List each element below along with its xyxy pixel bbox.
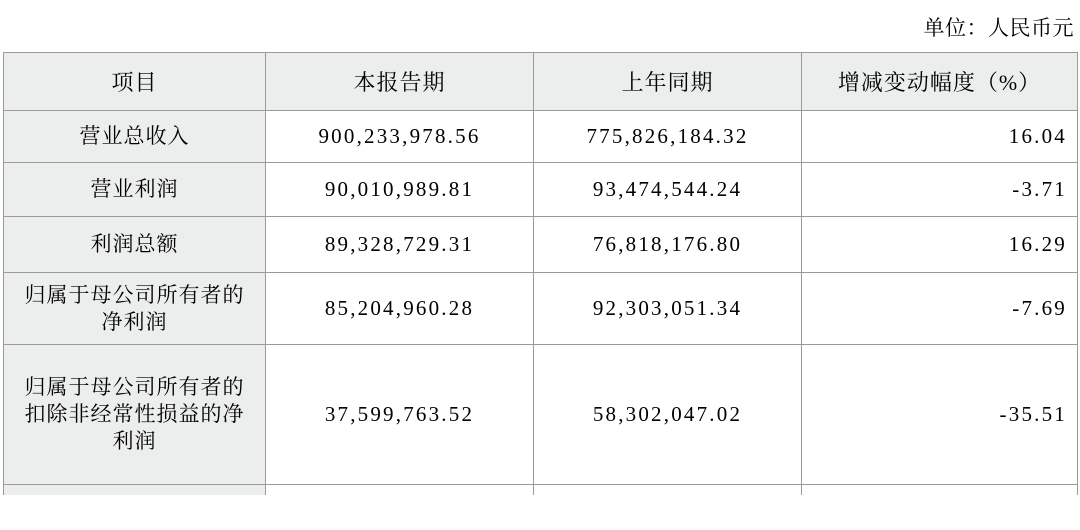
row-change-empty: [802, 485, 1078, 495]
row-label: 归属于母公司所有者的扣除非经常性损益的净利润: [4, 345, 266, 485]
financial-summary-table: [3, 52, 1078, 495]
column-header-change-rate: 增减变动幅度（%）: [802, 53, 1078, 111]
row-current-value: 89,328,729.31: [266, 217, 534, 273]
table-row-partial: [4, 485, 1078, 495]
row-previous-value: 92,303,051.34: [534, 273, 802, 345]
row-label: 归属于母公司所有者的净利润: [4, 273, 266, 345]
row-label: 营业利润: [4, 163, 266, 217]
table-row: [4, 163, 1078, 217]
row-current-value: 85,204,960.28: [266, 273, 534, 345]
row-previous-empty: [534, 485, 802, 495]
table-row: [4, 111, 1078, 163]
row-current-empty: [266, 485, 534, 495]
row-current-value: 37,599,763.52: [266, 345, 534, 485]
table-row: [4, 273, 1078, 345]
row-change-value: -3.71: [802, 163, 1078, 217]
unit-note: 单位：人民币元: [923, 16, 1074, 40]
row-change-value: -7.69: [802, 273, 1078, 345]
row-change-value: 16.29: [802, 217, 1078, 273]
row-label-empty: [4, 485, 266, 495]
row-previous-value: 58,302,047.02: [534, 345, 802, 485]
table-header-row: [4, 53, 1078, 111]
column-header-previous-period: 上年同期: [534, 53, 802, 111]
column-header-item: 项目: [4, 53, 266, 111]
row-current-value: 900,233,978.56: [266, 111, 534, 163]
row-change-value: -35.51: [802, 345, 1078, 485]
table-row: [4, 345, 1078, 485]
row-current-value: 90,010,989.81: [266, 163, 534, 217]
row-label: 营业总收入: [4, 111, 266, 163]
column-header-current-period: 本报告期: [266, 53, 534, 111]
row-previous-value: 93,474,544.24: [534, 163, 802, 217]
row-change-value: 16.04: [802, 111, 1078, 163]
row-label: 利润总额: [4, 217, 266, 273]
table-row: [4, 217, 1078, 273]
row-previous-value: 76,818,176.80: [534, 217, 802, 273]
row-previous-value: 775,826,184.32: [534, 111, 802, 163]
